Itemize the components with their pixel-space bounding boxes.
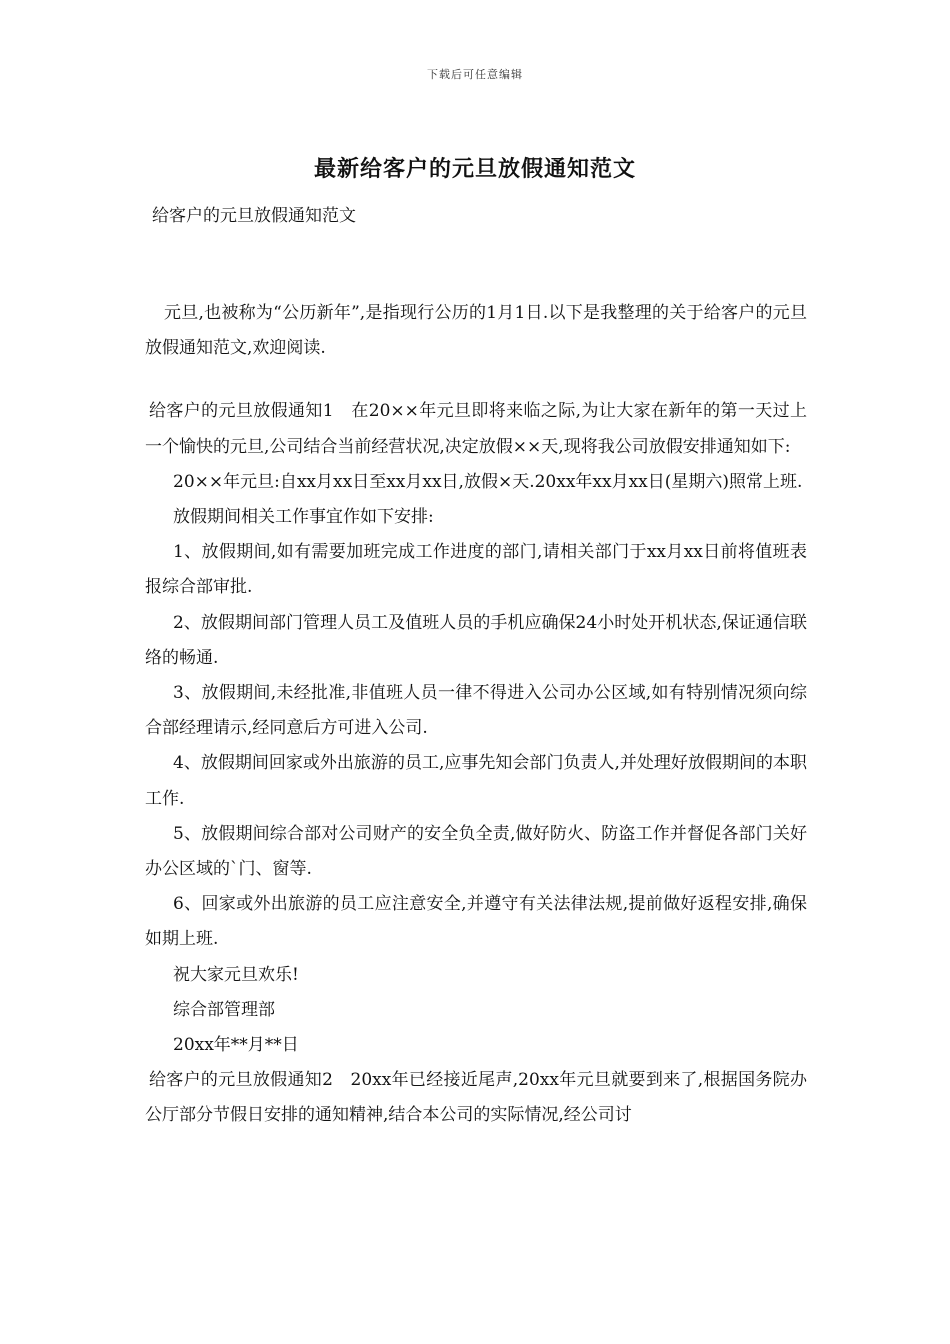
notice-1-item: 2、放假期间部门管理人员工及值班人员的手机应确保24小时处开机状态,保证通信联络的畅通. [145, 612, 807, 668]
notice-1-arrangement-intro: 放假期间相关工作事宜作如下安排: [173, 507, 434, 528]
document-subtitle: 给客户的元旦放假通知范文 [152, 206, 356, 226]
notice-1-date: 20xx年**月**日 [173, 1035, 299, 1056]
notice-1-signature: 综合部管理部 [173, 999, 275, 1020]
notice-1-closing: 祝大家元旦欢乐! [173, 964, 299, 985]
notice-1-item: 3、放假期间,未经批准,非值班人员一律不得进入公司办公区域,如有特别情况须向综合部经理请示,经同意后方可进入公司. [145, 683, 807, 739]
notice-1-lead: 给客户的元旦放假通知1 在20××年元旦即将来临之际,为让大家在新年的第一天过上一个愉快的元旦,公司结合当前经营状况,决定放假××天,现将我公司放假安排通知如下: [145, 401, 807, 457]
notice-1-item: 4、放假期间回家或外出旅游的员工,应事先知会部门负责人,并处理好放假期间的本职工作. [145, 753, 807, 809]
notice-1-item: 6、回家或外出旅游的员工应注意安全,并遵守有关法律法规,提前做好返程安排,确保如期上班. [145, 894, 807, 950]
paragraph-spacer [145, 366, 807, 394]
notice-1-item: 5、放假期间综合部对公司财产的安全负全责,做好防火、防盗工作并督促各部门关好办公区域的`门、窗等. [145, 823, 807, 880]
notice-1-item: 1、放假期间,如有需要加班完成工作进度的部门,请相关部门于xx月xx日前将值班表报综合部审批. [145, 542, 807, 598]
intro-paragraph: 元旦,也被称为“公历新年”,是指现行公历的1月1日.以下是我整理的关于给客户的元旦放假通知范文,欢迎阅读. [145, 303, 807, 359]
document-body [145, 296, 807, 1134]
notice-1-schedule: 20××年元旦:自xx月xx日至xx月xx日,放假×天.20xx年xx月xx日(星期六)照常上班. [173, 471, 803, 492]
notice-2-lead: 给客户的元旦放假通知2 20xx年已经接近尾声,20xx年元旦就要到来了,根据国务院办公厅部分节假日安排的通知精神,结合本公司的实际情况,经公司讨 [145, 1070, 807, 1126]
header-note: 下载后可任意编辑 [427, 68, 523, 81]
document-title: 最新给客户的元旦放假通知范文 [313, 156, 636, 182]
